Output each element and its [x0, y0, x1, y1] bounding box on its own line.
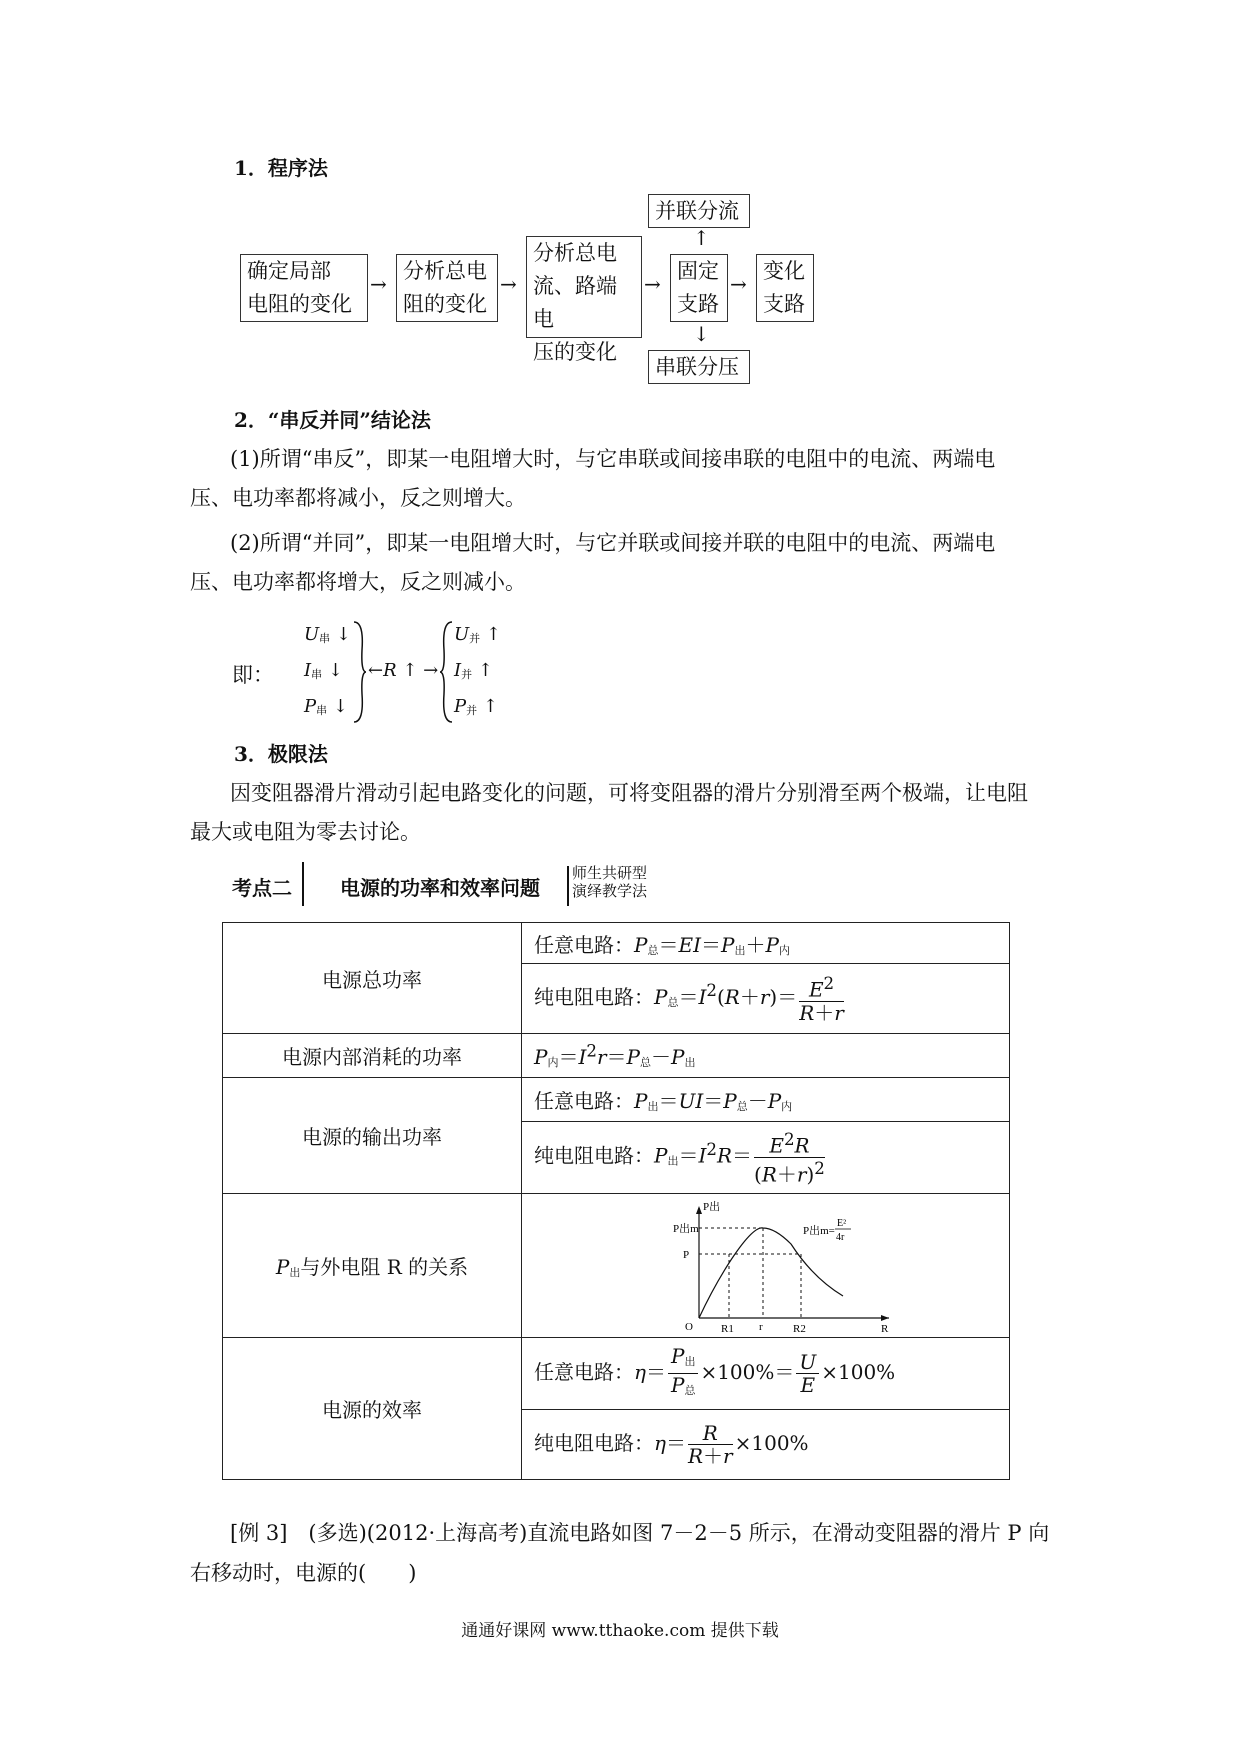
arrow-right-icon: → — [370, 272, 387, 296]
paragraph: (2)所谓“并同”，即某一电阻增大时，与它并联或间接并联的电阻中的电流、两端电 — [230, 531, 996, 555]
origin-label: O — [685, 1320, 693, 1333]
footer: 通通好课网 www.tthaoke.com 提供下载 — [461, 1621, 779, 1641]
pm-formula-label: P出m= — [803, 1224, 835, 1237]
example-text: 右移动时，电源的( ) — [190, 1561, 417, 1585]
formula-total-any: 任意电路：P总＝EI＝P出＋P内 — [522, 923, 1010, 964]
i-series: I串 ↓ — [304, 660, 343, 681]
formula-output-pure: 纯电阻电路：P出$=I^2R=$ $\frac{E^2R}{(R+r)^2}$ — [522, 1122, 1010, 1194]
paragraph: (1)所谓“串反”，即某一电阻增大时，与它串联或间接串联的电阻中的电流、两端电 — [230, 447, 996, 471]
tag-line-1: 师生共研型 — [572, 864, 648, 882]
divider — [302, 862, 304, 906]
power-curve — [699, 1227, 843, 1317]
graph-cell — [522, 1194, 1010, 1338]
arrow-right-icon: → — [644, 272, 661, 296]
example-text: [例 3] (多选)(2012·上海高考)直流电路如图 7－2－5 所示，在滑动变阻器的滑片 P 向 — [230, 1521, 1050, 1545]
row-label-relation: P出与外电阻 R 的关系 — [223, 1194, 522, 1338]
row-label-efficiency: 电源的效率 — [223, 1338, 522, 1480]
y-axis-arrow-icon — [696, 1206, 702, 1214]
relation-diagram — [296, 618, 516, 728]
arrow-down-icon: ↓ — [693, 322, 710, 346]
right-brace-icon — [352, 620, 366, 724]
u-parallel: U并 ↑ — [454, 624, 501, 645]
divider — [567, 866, 569, 906]
p-series: P串 ↓ — [304, 696, 348, 717]
r1-label: R1 — [721, 1322, 734, 1334]
r-label: r — [759, 1320, 763, 1333]
u-series: U串 ↓ — [304, 624, 351, 645]
formula-efficiency-any: 任意电路：η＝ $\frac{\text{P出}}{\text{P总}}$ ×100%＝ $\frac{U}{E}$ ×100% — [522, 1338, 1010, 1410]
section-1-heading: 1．程序法 — [234, 156, 328, 180]
row-label-output-power: 电源的输出功率 — [223, 1078, 522, 1194]
flow-box-3: 分析总电 流、路端电 压的变化 — [526, 236, 642, 338]
row-label-internal-power: 电源内部消耗的功率 — [223, 1034, 522, 1078]
power-table — [222, 922, 1010, 1480]
formula-internal: P内$=I^2r=P$总－P出 — [522, 1034, 1010, 1078]
flow-box-5: 变化 支路 — [756, 254, 814, 322]
tag-line-2: 演绎教学法 — [572, 882, 648, 900]
pm-formula-numerator: E² — [837, 1217, 847, 1229]
flow-box-1: 确定局部 电阻的变化 — [240, 254, 368, 322]
r-increase: ←R ↑ → — [368, 660, 439, 681]
power-resistance-graph — [673, 1198, 933, 1334]
pm-formula-denominator: 4r — [836, 1231, 845, 1243]
r2-label: R2 — [793, 1322, 806, 1334]
paragraph: 因变阻器滑片滑动引起电路变化的问题，可将变阻器的滑片分别滑至两个极端，让电阻 — [230, 781, 1028, 805]
paragraph: 最大或电阻为零去讨论。 — [190, 820, 421, 844]
flow-box-2: 分析总电 阻的变化 — [396, 254, 498, 322]
p-label: P — [683, 1248, 690, 1261]
flow-box-4: 固定 支路 — [670, 254, 728, 322]
i-parallel: I并 ↑ — [454, 660, 493, 681]
formula-output-any: 任意电路：P出＝UI＝P总－P内 — [522, 1078, 1010, 1122]
ji-label: 即： — [232, 663, 274, 687]
kaodian-tag — [572, 864, 647, 900]
row-label-total-power: 电源总功率 — [223, 923, 522, 1034]
arrow-up-icon: ↑ — [693, 226, 710, 250]
axis-y-label: P出 — [703, 1200, 721, 1213]
formula-efficiency-pure: 纯电阻电路：η＝ $\frac{R}{R+r}$ ×100% — [522, 1410, 1010, 1480]
section-2-heading: 2．“串反并同”结论法 — [234, 408, 431, 432]
axis-x-label: R — [881, 1322, 889, 1334]
kaodian-label: 考点二 — [232, 876, 292, 900]
paragraph: 压、电功率都将减小，反之则增大。 — [190, 486, 526, 510]
p-parallel: P并 ↑ — [454, 696, 498, 717]
kaodian-title: 电源的功率和效率问题 — [340, 876, 540, 900]
arrow-right-icon: → — [500, 272, 517, 296]
section-3-heading: 3．极限法 — [234, 742, 328, 766]
pm-label: P出m — [673, 1222, 699, 1235]
formula-total-pure: 纯电阻电路：P总$=I^2(R+r)=$ $\frac{E^2}{R+r}$ — [522, 964, 1010, 1034]
arrow-right-icon: → — [730, 272, 747, 296]
x-axis-arrow-icon — [881, 1315, 889, 1321]
left-brace-icon — [440, 620, 454, 724]
flow-box-top: 并联分流 — [648, 194, 750, 228]
flow-box-bottom: 串联分压 — [648, 350, 750, 384]
paragraph: 压、电功率都将增大，反之则减小。 — [190, 570, 526, 594]
